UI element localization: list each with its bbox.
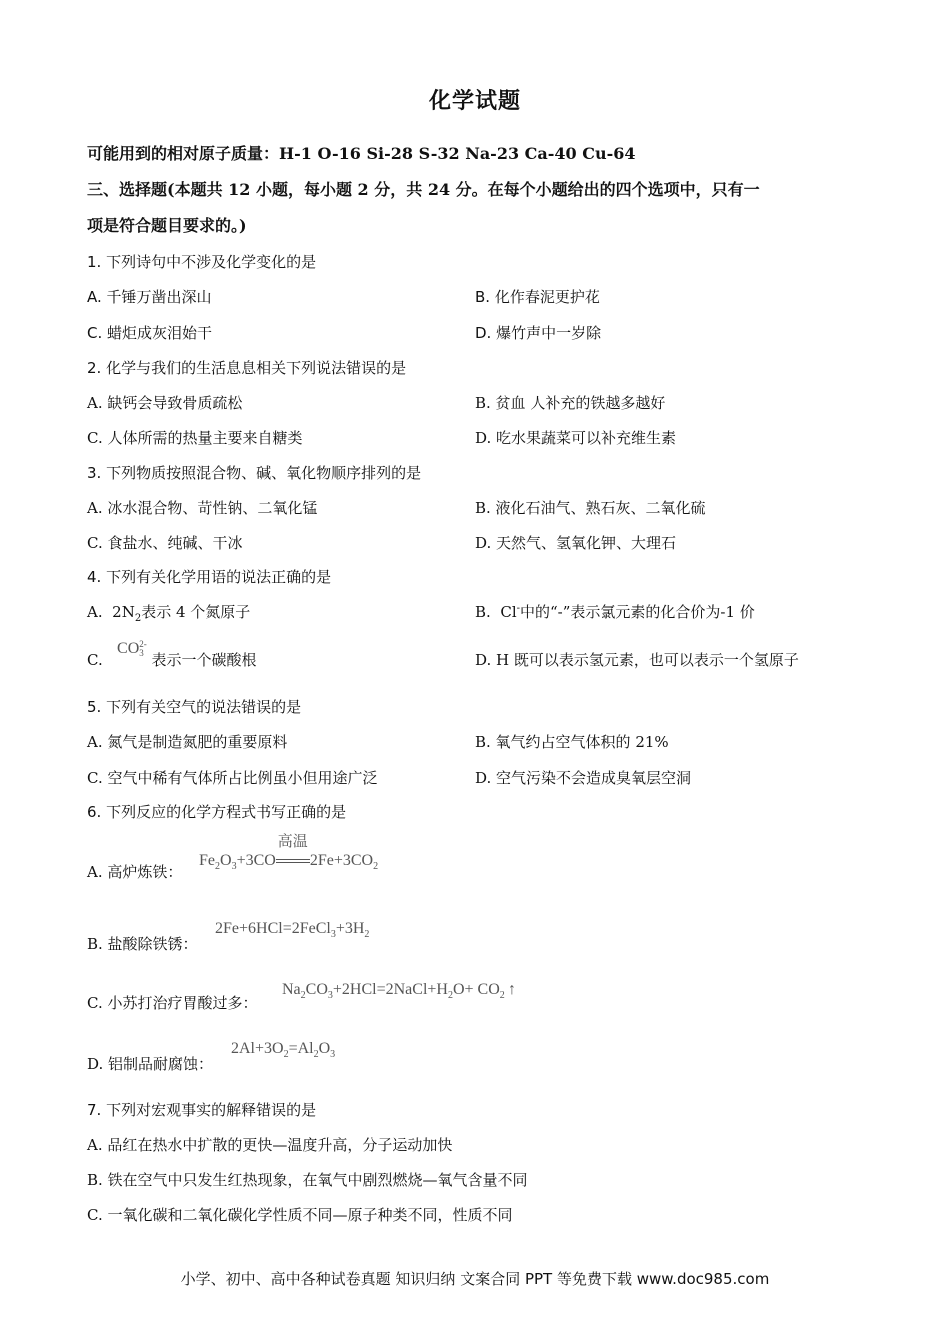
question-4-stem: 4. 下列有关化学用语的说法正确的是 — [87, 568, 332, 586]
question-4-option-d: D. H 既可以表示氢元素，也可以表示一个氢原子 — [475, 651, 799, 669]
question-1-option-d: D. 爆竹声中一岁除 — [475, 324, 602, 342]
question-1-option-c: C. 蜡炬成灰泪始干 — [87, 324, 213, 342]
question-6-option-d-equation: $2Al+3O_2=Al_2O_3$ — [231, 1040, 336, 1061]
question-6-stem: 6. 下列反应的化学方程式书写正确的是 — [87, 803, 347, 821]
question-6-option-a-equation: $Fe_2O_3+3CO$ 高温 $2Fe+3CO_2$ — [199, 834, 379, 873]
question-3-stem: 3. 下列物质按照混合物、碱、氧化物顺序排列的是 — [87, 464, 422, 482]
question-7-option-b: B. 铁在空气中只发生红热现象，在氧气中剧烈燃烧—氧气含量不同 — [87, 1171, 528, 1189]
page-footer: 小学、初中、高中各种试卷真题 知识归纳 文案合同 PPT 等免费下载 www.doc985.com — [180, 1270, 770, 1288]
question-3-option-d: D. 天然气、氢氧化钾、大理石 — [475, 534, 677, 552]
section-heading-line1: 三、选择题(本题共 12 小题，每小题 2 分，共 24 分。在每个小题给出的四个选项中，只有一 — [87, 180, 760, 199]
question-2-stem: 2. 化学与我们的生活息息相关下列说法错误的是 — [87, 359, 407, 377]
question-4-option-a: A. $2N_2$表示 4 个氮原子 — [87, 603, 251, 624]
question-2-option-a: A. 缺钙会导致骨质疏松 — [87, 394, 243, 412]
question-7-stem: 7. 下列对宏观事实的解释错误的是 — [87, 1101, 317, 1119]
question-4-option-b: B. Cl-中的“-”表示氯元素的化合价为-1 价 — [475, 603, 755, 621]
question-3-option-a: A. 冰水混合物、苛性钠、二氧化锰 — [87, 499, 318, 517]
atomic-masses-line: 可能用到的相对原子质量：H-1 O-16 Si-28 S-32 Na-23 Ca-40 Cu-64 — [87, 144, 636, 163]
question-6-option-a-label: A. 高炉炼铁： — [87, 863, 183, 881]
question-5-option-a: A. 氮气是制造氮肥的重要原料 — [87, 733, 288, 751]
question-6-option-d-label: D. 铝制品耐腐蚀： — [87, 1055, 214, 1073]
question-7-option-c: C. 一氧化碳和二氧化碳化学性质不同—原子种类不同，性质不同 — [87, 1206, 513, 1224]
question-1-option-b: B. 化作春泥更护花 — [475, 288, 600, 306]
question-6-option-c-label: C. 小苏打治疗胃酸过多： — [87, 994, 258, 1012]
question-4-option-c: C. CO 2- 3 表示一个碳酸根 — [87, 639, 257, 669]
question-2-option-d: D. 吃水果蔬菜可以补充维生素 — [475, 429, 677, 447]
section-heading-line2: 项是符合题目要求的。) — [87, 216, 247, 235]
question-3-option-b: B. 液化石油气、熟石灰、二氧化硫 — [475, 499, 706, 517]
question-5-option-c: C. 空气中稀有气体所占比例虽小但用途广泛 — [87, 769, 378, 787]
question-5-option-b: B. 氧气约占空气体积的 21% — [475, 733, 669, 751]
question-1-stem: 1. 下列诗句中不涉及化学变化的是 — [87, 253, 317, 271]
question-5-option-d: D. 空气污染不会造成臭氧层空洞 — [475, 769, 692, 787]
question-6-option-b-equation: $2Fe+6HCl=2FeCl_3+3H_2$ — [215, 920, 370, 941]
question-2-option-b: B. 贫血 人补充的铁越多越好 — [475, 394, 666, 412]
question-7-option-a: A. 品红在热水中扩散的更快—温度升高，分子运动加快 — [87, 1136, 453, 1154]
question-1-option-a: A. 千锤万凿出深山 — [87, 288, 212, 306]
question-6-option-c-equation: $Na_2CO_3+2HCl=2NaCl+H_2O+ CO_2$ ↑ — [282, 981, 516, 1002]
question-2-option-c: C. 人体所需的热量主要来自糖类 — [87, 429, 303, 447]
question-5-stem: 5. 下列有关空气的说法错误的是 — [87, 698, 302, 716]
page-title: 化学试题 — [428, 88, 521, 114]
question-6-option-b-label: B. 盐酸除铁锈： — [87, 935, 198, 953]
question-3-option-c: C. 食盐水、纯碱、干冰 — [87, 534, 243, 552]
